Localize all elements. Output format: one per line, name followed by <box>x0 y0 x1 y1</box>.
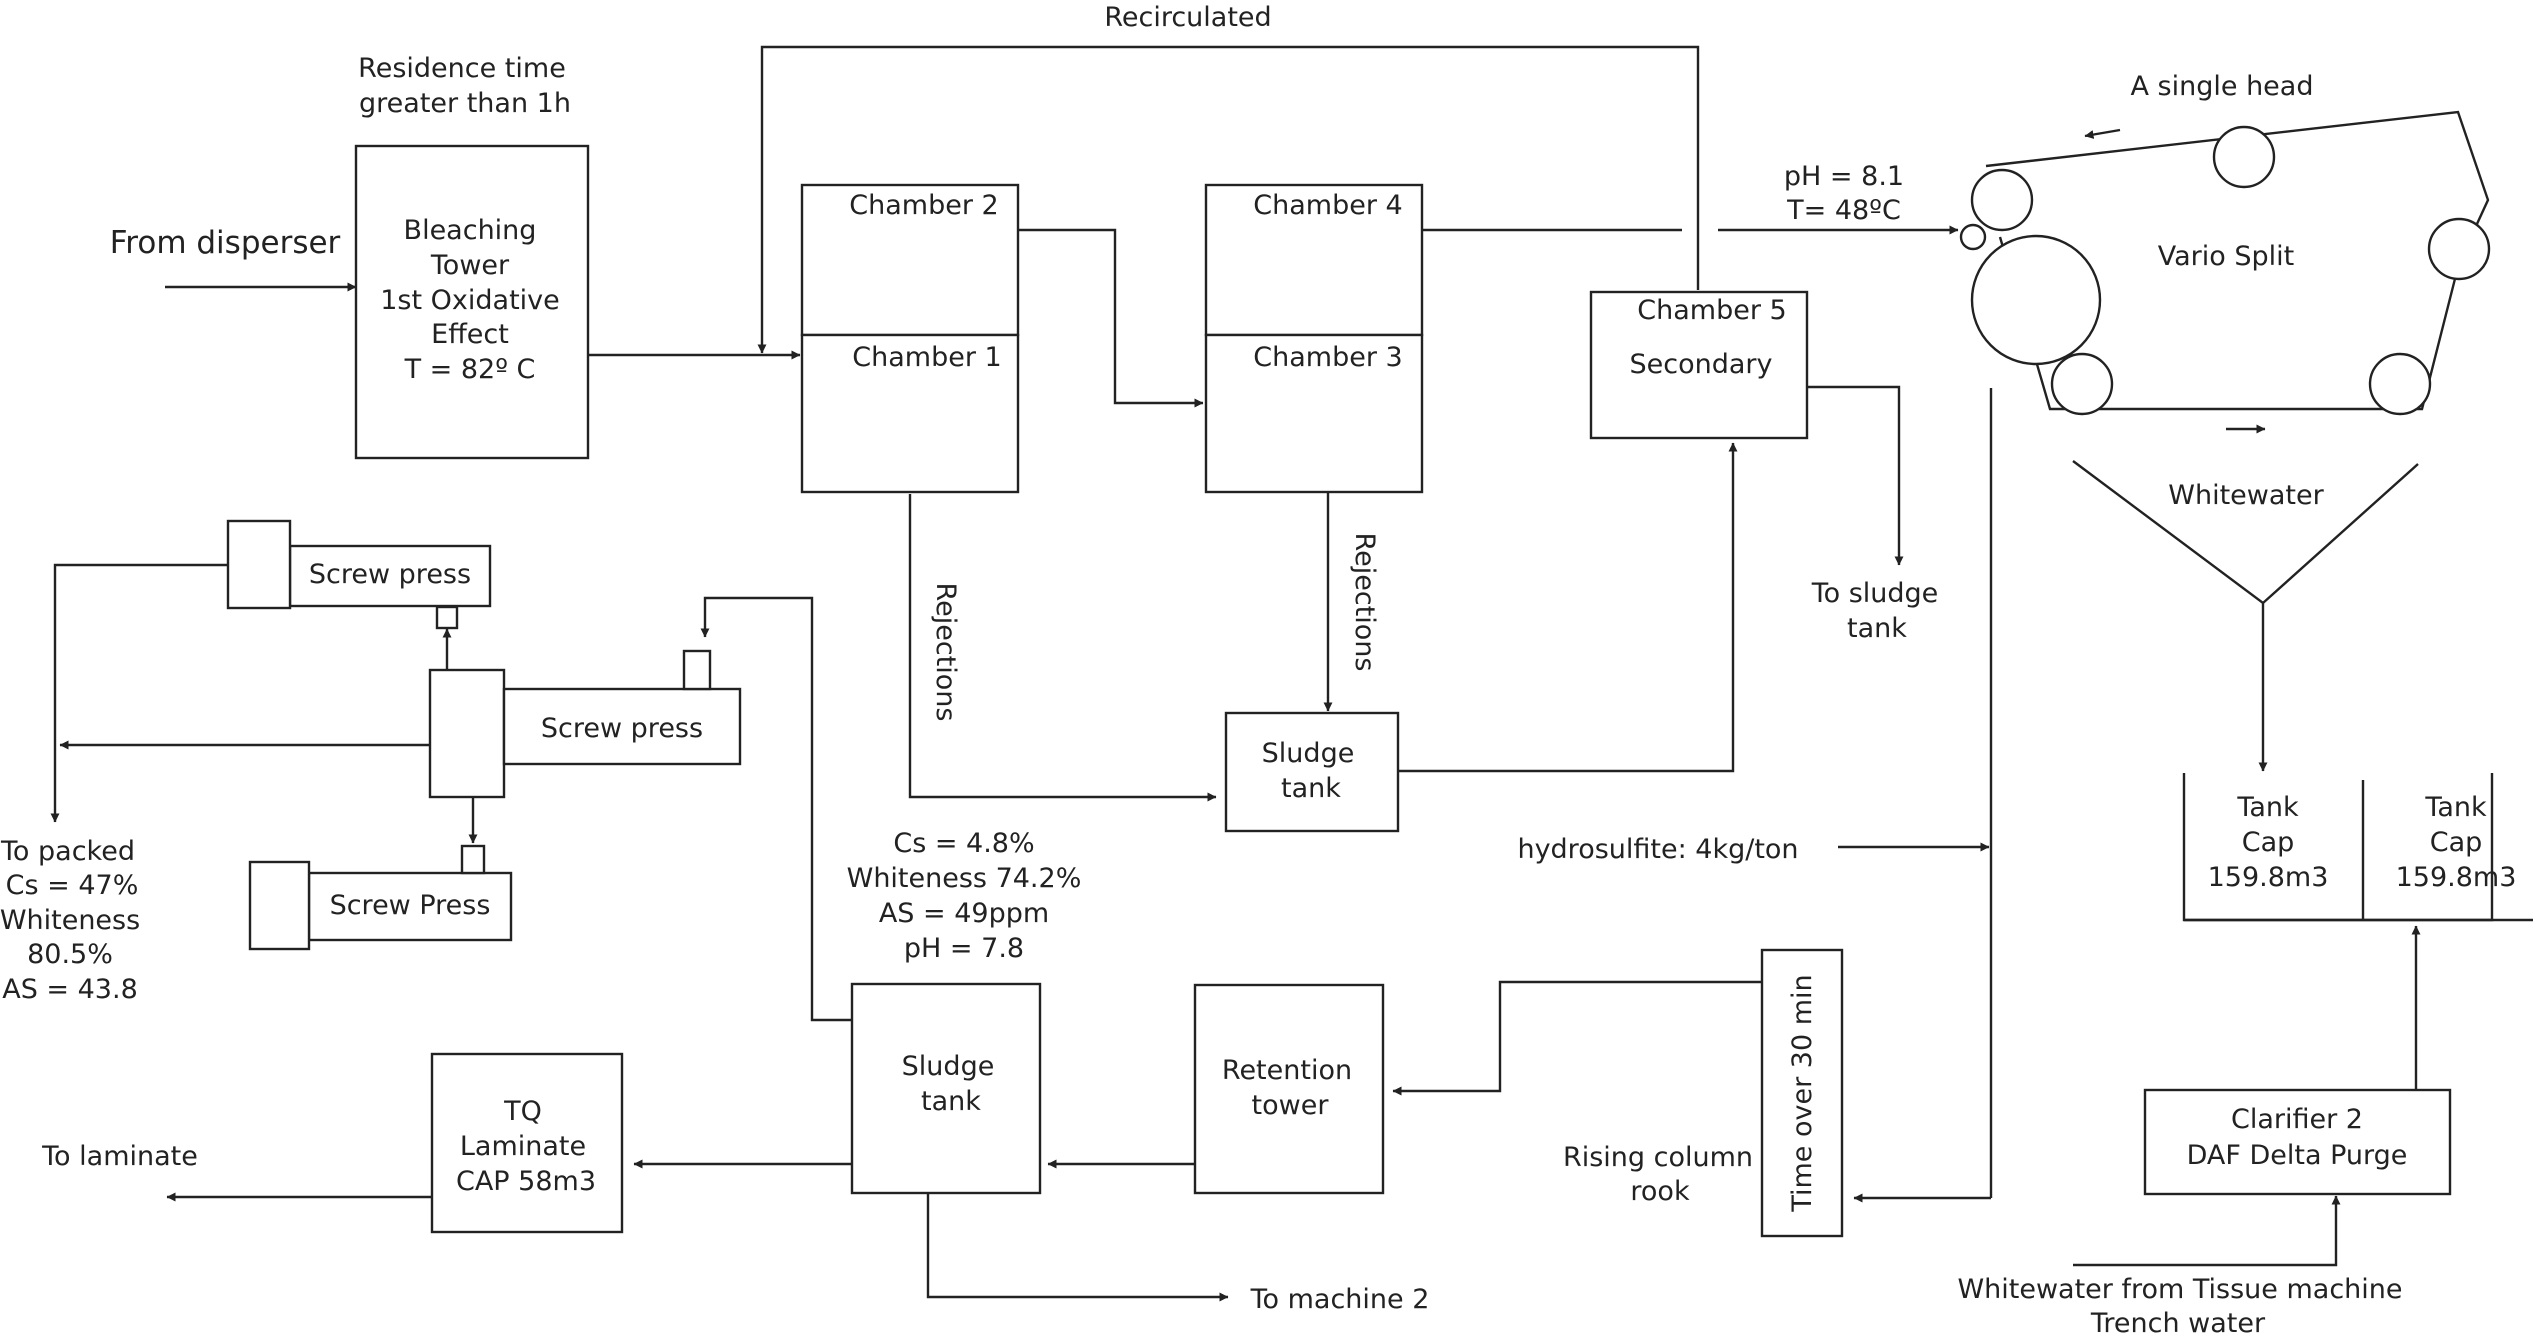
label-to-packed-1: To packed <box>1 836 135 867</box>
bleaching-line-1: Bleaching <box>403 215 537 246</box>
label-to-packed-4: 80.5% <box>27 939 113 970</box>
chamber-5-label: Chamber 5 <box>1637 295 1787 326</box>
clarifier-1: Clarifier 2 <box>2231 1104 2363 1135</box>
arrow-secondary-to-sludge <box>1808 387 1899 565</box>
screw-press-top-cap <box>228 521 290 608</box>
screw-press-bottom-cap <box>250 862 309 949</box>
bleaching-line-3: 1st Oxidative <box>380 285 560 316</box>
screw-press-top-label: Screw press <box>308 559 472 590</box>
label-quality-2: Whiteness 74.2% <box>846 863 1082 894</box>
label-vario-split: Vario Split <box>2157 241 2295 272</box>
label-to-sludge-1: To sludge <box>1811 578 1939 609</box>
screw-press-mid-nozzle <box>684 651 710 689</box>
label-ww-tissue-2: Trench water <box>2090 1308 2266 1339</box>
arrow-chamber2-to-chamber3 <box>1015 230 1203 403</box>
secondary-label: Secondary <box>1629 349 1773 380</box>
label-to-laminate: To laminate <box>42 1141 198 1172</box>
label-time-over: Time over 30 min <box>1787 974 1818 1212</box>
label-to-packed-2: Cs = 47% <box>5 870 139 901</box>
chamber-4-label: Chamber 4 <box>1253 190 1403 221</box>
label-rising-1: Rising column <box>1562 1142 1754 1173</box>
label-to-packed-3: Whiteness <box>0 905 141 936</box>
label-quality-4: pH = 7.8 <box>903 933 1025 964</box>
roll-large <box>1972 236 2100 364</box>
retention-tower-box <box>1195 985 1383 1193</box>
chamber-2-label: Chamber 2 <box>849 190 999 221</box>
sludge-upper-1: Sludge <box>1261 738 1355 769</box>
tank-left-2: Cap <box>2241 827 2295 858</box>
label-quality-1: Cs = 4.8% <box>893 828 1035 859</box>
label-ph: pH = 8.1 <box>1783 161 1905 192</box>
sludge-tank-upper-box <box>1226 713 1398 831</box>
roll-tiny <box>1961 225 1985 249</box>
arrow-sludge-to-screw-press <box>705 598 852 1020</box>
arrow-to-retention <box>1393 982 1762 1091</box>
label-temperature: T= 48ºC <box>1787 195 1901 226</box>
screw-press-bottom-nozzle <box>462 846 484 873</box>
bleaching-line-2: Tower <box>430 250 510 281</box>
retention-2: tower <box>1251 1090 1329 1121</box>
arrow-tissue-to-clarifier <box>2073 1196 2336 1265</box>
screw-press-bottom-label: Screw Press <box>329 890 491 921</box>
chamber-3-label: Chamber 3 <box>1253 342 1403 373</box>
screw-press-mid-label: Screw press <box>540 713 704 744</box>
label-rejections-left: Rejections <box>930 582 961 722</box>
label-to-sludge-2: tank <box>1847 613 1907 644</box>
label-rising-2: rook <box>1630 1176 1690 1207</box>
tq-2: Laminate <box>459 1131 587 1162</box>
label-to-packed-5: AS = 43.8 <box>2 974 138 1005</box>
label-a-single-head: A single head <box>2130 71 2314 102</box>
tank-left-1: Tank <box>2237 792 2299 823</box>
label-whitewater: Whitewater <box>2168 480 2324 511</box>
roll-bottom-right <box>2370 354 2430 414</box>
sludge-upper-2: tank <box>1281 773 1341 804</box>
label-rejections-right: Rejections <box>1349 532 1380 672</box>
sludge-lower-2: tank <box>921 1086 981 1117</box>
bleaching-line-5: T = 82º C <box>404 354 536 385</box>
roll-bottom-left <box>2052 354 2112 414</box>
tank-right-1: Tank <box>2425 792 2487 823</box>
arrow-belt-top <box>2085 130 2120 136</box>
label-recirculated: Recirculated <box>1104 2 1272 33</box>
arrow-sludge-to-chamber5 <box>1398 443 1733 771</box>
sludge-lower-1: Sludge <box>901 1051 995 1082</box>
bleaching-line-4: Effect <box>431 319 509 350</box>
tq-3: CAP 58m3 <box>455 1166 597 1197</box>
label-ww-tissue-1: Whitewater from Tissue machine <box>1957 1274 2403 1305</box>
arrow-to-packed <box>55 565 228 822</box>
roll-top-mid <box>2214 127 2274 187</box>
retention-1: Retention <box>1221 1055 1353 1086</box>
tank-right-2: Cap <box>2429 827 2483 858</box>
screw-press-distributor <box>430 670 504 797</box>
clarifier-2: DAF Delta Purge <box>2186 1140 2408 1171</box>
chamber-1-label: Chamber 1 <box>852 342 1002 373</box>
arrow-to-machine-2 <box>928 1193 1228 1297</box>
roll-small-left-top <box>1972 170 2032 230</box>
tank-left-3: 159.8m3 <box>2207 862 2329 893</box>
roll-right <box>2429 219 2489 279</box>
label-quality-3: AS = 49ppm <box>878 898 1050 929</box>
label-to-machine-2: To machine 2 <box>1250 1284 1430 1315</box>
label-from-disperser: From disperser <box>109 225 341 261</box>
label-hydrosulfite: hydrosulfite: 4kg/ton <box>1517 834 1799 865</box>
boxes <box>228 146 2533 1236</box>
screw-press-top-nozzle <box>437 607 457 628</box>
tq-1: TQ <box>504 1096 542 1127</box>
tank-right-3: 159.8m3 <box>2395 862 2517 893</box>
label-residence-2: greater than 1h <box>359 88 571 119</box>
label-residence-1: Residence time <box>358 53 566 84</box>
